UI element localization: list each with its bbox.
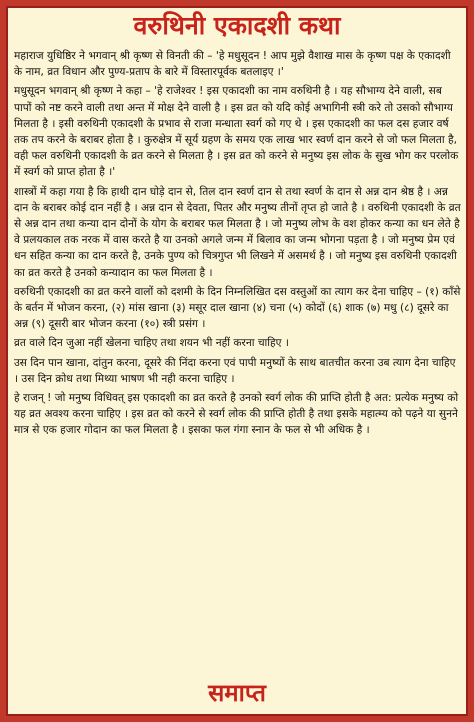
paragraph: वरुथिनी एकादशी का व्रत करने वालों को दशमी के दिन निम्नलिखित दस वस्तुओं का त्याग कर देना चाहिए – (१) काँसे के बर्तन में भोजन करना, (२) मांस खाना (३) मसूर दाल खाना (४) चना (५) कोदों (६) शाक (७) मधु (८) दूसरे का अन्न (९) दूसरी बार भोजन करना (१०) स्त्री प्रसंग । [14, 285, 461, 331]
paragraph: उस दिन पान खाना, दांतुन करना, दूसरे की निंदा करना एवं पापी मनुष्यों के साथ बातचीत करना उब त्याग देना चाहिए । उस दिन क्रोध तथा मिथ्या भाषण भी नही करना चाहिए । [14, 356, 456, 385]
end-label: समाप्त [208, 679, 266, 707]
page-title: वरुथिनी एकादशी कथा [133, 11, 341, 40]
paragraph: हे राजन् ! जो मनुष्य विधिवत् इस एकादशी का व्रत करते है उनको स्वर्ग लोक की प्राप्ति होती है अत: प्रत्येक मनुष्य को यह व्रत अवश्य करना चाहिए । इस व्रत को करने से स्वर्ग लोक की प्राप्ति होती है तथा इसके महात्म्य को पढ़ने या सुनने मात्र से एक हजार गोदान का फल मिलता है । इसका फल गंगा स्नान के फल से भी अधिक है । [14, 392, 459, 437]
paragraph: मधुसूदन भगवान् श्री कृष्ण ने कहा – 'हे राजेश्वर ! इस एकादशी का नाम वरुथिनी है । यह सौभाग्य देने वाली, सब पापों को नष्ट करने वाली तथा अन्त में मोक्ष देने वाली है । इस व्रत को यदि कोई अभागिनी स्त्री करे तो उसको सौभाग्य मिलता है । इसी वरुथिनी एकादशी के प्रभाव से राजा मन्धाता स्वर्ग को गए थे । इस एकादशी का फल दस हजार वर्ष तक तप करने के बराबर होता है । कुरुक्षेत्र में सूर्य ग्रहण के समय एक लाख भार स्वर्ण दान करने से जो फल मिलता है, वही फल वरुथिनी एकादशी के व्रत करने से मिलता है । इस व्रत को करने से मनुष्य इस लोक के सुख भोग कर परलोक में स्वर्ग को प्राप्त होता है ।' [14, 85, 459, 179]
story-text [14, 48, 462, 678]
paragraph: महाराज युधिष्ठिर ने भगवान् श्री कृष्ण से विनती की – 'हे मधुसूदन ! आप मुझे वैशाख मास के कृष्ण पक्ष के एकादशी के नाम, व्रत विधान और पुण्य-प्रताप के बारे में विस्तारपूर्वक बतलाइए ।' [14, 50, 451, 79]
paragraph: व्रत वाले दिन जुआ नहीं खेलना चाहिए तथा शयन भी नहीं करना चाहिए । [14, 337, 289, 350]
page-frame [6, 6, 468, 716]
paragraph: शास्त्रों में कहा गया है कि हाथी दान घोड़े दान से, तिल दान स्वर्ण दान से तथा स्वर्ण के दान से अन्न दान श्रेष्ठ है । अन्न दान के बराबर कोई दान नहीं है । अन्न दान से देवता, पितर और मनुष्य तीनों तृप्त हो जाते है । वरुथिनी एकादशी के व्रत से अन्न दान तथा कन्या दान दोनों के योग के बराबर फल मिलता है । जो मनुष्य लोभ के वश होकर कन्या का धन लेते है वे प्रलयकाल तक नरक में वास करते है या उनको अगले जन्म में बिलाव का जन्म भोगना पड़ता है । जो मनुष्य प्रेम एवं धन सहित कन्या का दान करते है, उनके पुण्य को चित्रगुप्त भी लिखने में असमर्थ है । जो मनुष्य इस वरुथिनी एकादशी का व्रत करते है उनको कन्यादान का फल मिलता है । [14, 185, 461, 279]
